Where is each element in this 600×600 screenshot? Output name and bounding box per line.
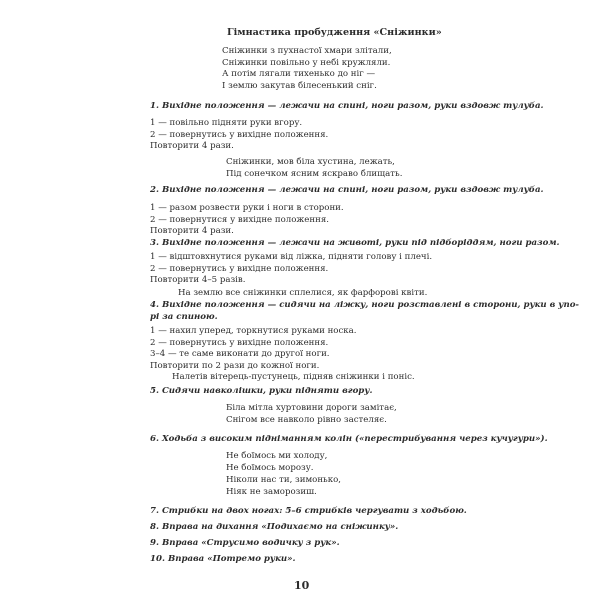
exercise-4-step: 2 — повернутись у вихідне положення. [150, 338, 329, 348]
exercise-3-step: 1 — відштовхнутися руками від ліжка, підняти голову і плечі. [150, 252, 433, 262]
intro-verse-line: Сніжинки з пухнастої хмари злітали, [222, 46, 392, 56]
page-title: Гімнастика пробудження «Сніжинки» [227, 27, 442, 38]
exercise-4-heading-cont: рі за спиною. [150, 312, 218, 322]
page-number: 10 [294, 579, 310, 592]
intro-verse-line: А потім лягали тихенько до ніг — [222, 69, 376, 79]
exercise-6-verse-line: Не боїмось ми холоду, [226, 451, 328, 461]
exercise-10-heading: 10. Вправа «Потремо руки». [150, 554, 296, 564]
exercise-3-verse: На землю все сніжинки сплелися, як фарфорові квіти. [178, 288, 428, 298]
exercise-3-repeat: Повторити 4–5 разів. [150, 275, 246, 285]
exercise-3-step: 2 — повернутись у вихідне положення. [150, 264, 329, 274]
exercise-4-step: 1 — нахил уперед, торкнутися руками носка. [150, 326, 357, 336]
exercise-6-verse-line: Не боїмось морозу. [226, 463, 314, 473]
exercise-2-step: 2 — повернутися у вихідне положення. [150, 215, 330, 225]
exercise-2-step: 1 — разом розвести руки і ноги в сторони. [150, 203, 344, 213]
exercise-1-step: 2 — повернутись у вихідне положення. [150, 130, 329, 140]
exercise-1-verse-line: Сніжинки, мов біла хустина, лежать, [226, 157, 395, 167]
exercise-3-heading: 3. Вихідне положення — лежачи на животі, руки під підборіддям, ноги разом. [150, 238, 560, 248]
exercise-1-verse-line: Під сонечком ясним яскраво блищать. [226, 169, 403, 179]
exercise-7-heading: 7. Стрибки на двох ногах: 5–6 стрибків чергувати з ходьбою. [150, 506, 467, 516]
exercise-6-heading: 6. Ходьба з високим підніманням колін («перестрибування через кучугури»). [150, 434, 548, 444]
exercise-9-heading: 9. Вправа «Струсимо водичку з рук». [150, 538, 340, 548]
exercise-1-repeat: Повторити 4 рази. [150, 141, 234, 151]
exercise-1-heading: 1. Вихідне положення — лежачи на спині, ноги разом, руки вздовж тулуба. [150, 101, 544, 111]
exercise-1-step: 1 — повільно підняти руки вгору. [150, 118, 303, 128]
exercise-6-verse-line: Ніяк не заморозиш. [226, 487, 317, 497]
exercise-4-heading: 4. Вихідне положення — сидячи на ліжку, ноги розставлені в сторони, руки в упо- [150, 300, 579, 310]
exercise-5-heading: 5. Сидячи навколішки, руки підняти вгору. [150, 386, 373, 396]
exercise-2-heading: 2. Вихідне положення — лежачи на спині, ноги разом, руки вздовж тулуба. [150, 185, 544, 195]
exercise-5-verse-line: Снігом все навколо рівно застеляє. [226, 415, 387, 425]
exercise-8-heading: 8. Вправа на дихання «Подихаємо на сніжинку». [150, 522, 399, 532]
exercise-4-verse: Налетів вітерець-пустунець, підняв сніжинки і поніс. [172, 372, 415, 382]
exercise-5-verse-line: Біла мітла хуртовини дороги замітає, [226, 403, 397, 413]
intro-verse-line: Сніжинки повільно у небі кружляли. [222, 58, 391, 68]
exercise-4-repeat: Повторити по 2 рази до кожної ноги. [150, 361, 320, 371]
exercise-2-repeat: Повторити 4 рази. [150, 226, 234, 236]
intro-verse-line: І землю закутав білесенький сніг. [222, 81, 377, 91]
exercise-6-verse-line: Ніколи нас ти, зимонько, [226, 475, 342, 485]
exercise-4-step: 3–4 — те саме виконати до другої ноги. [150, 349, 330, 359]
